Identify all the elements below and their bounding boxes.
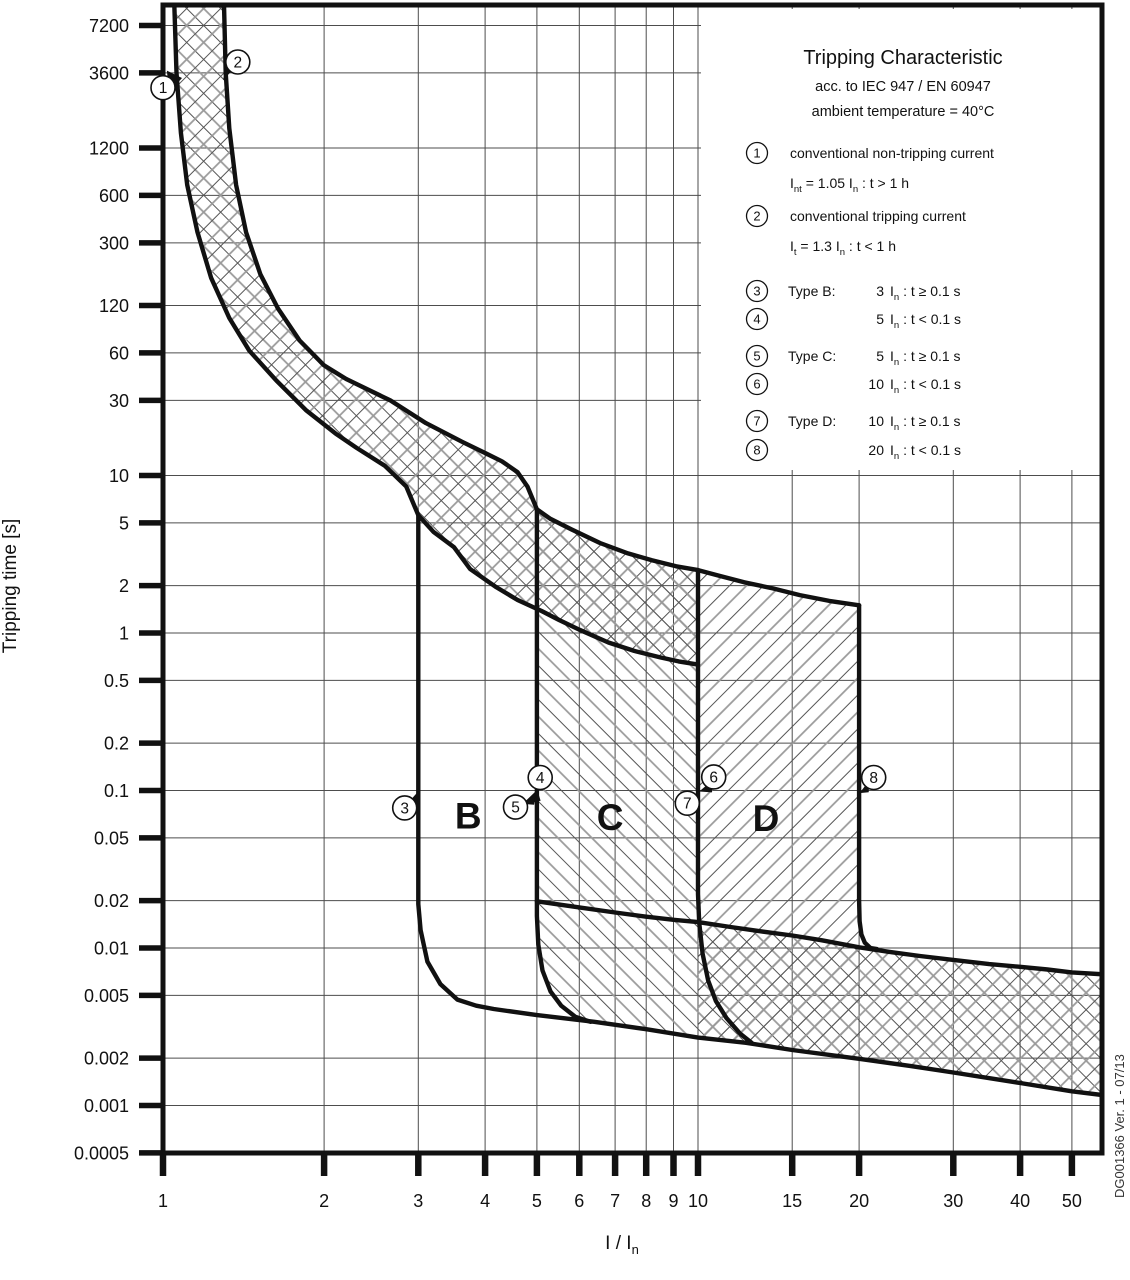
legend-type-label: Type D: [788,413,837,429]
y-tick-label: 3600 [88,63,129,84]
legend-type-cond: $I_n$ : t ≥ 0.1 s [890,413,961,433]
y-tick-label: 7200 [88,16,129,36]
marker-number: 5 [511,799,520,817]
legend-type-mult: 5 [876,348,884,364]
legend-item-number: 5 [753,348,761,364]
chart-subtitle-standard: acc. to IEC 947 / EN 60947 [815,79,991,95]
chart-dynamic-content [74,4,1104,1257]
y-tick-label: 0.1 [103,781,129,801]
legend-type-cond: $I_n$ : t ≥ 0.1 s [890,348,961,368]
chart-subtitle-temperature: ambient temperature = 40°C [811,104,995,120]
y-tick-label: 0.02 [93,891,129,912]
y-tick-label: 30 [108,390,129,411]
legend-type-cond: $I_n$ : t < 0.1 s [890,311,962,331]
x-tick-label: 7 [610,1191,621,1211]
legend-type-mult: 3 [876,283,884,299]
legend-item-number: 4 [753,311,761,327]
region-label-d: D [752,797,780,839]
legend-formula: $I_{nt} = 1.05$ $I_n$ : t > 1 h [790,175,910,195]
y-tick-label: 300 [98,233,129,254]
legend-item-number: 1 [753,145,761,161]
legend-note-text: conventional tripping current [790,208,966,224]
region-label-b: B [454,795,482,837]
legend-type-mult: 10 [868,413,884,429]
marker-number: 4 [535,770,545,787]
legend-item-number: 2 [753,208,761,224]
legend-note-text: conventional non-tripping current [790,145,994,161]
marker-number: 1 [158,80,168,98]
marker-number: 8 [869,770,879,787]
legend-type-mult: 5 [876,311,884,327]
legend-type-label: Type B: [788,283,836,299]
legend-item-number: 6 [753,376,761,392]
legend-type-cond: $I_n$ : t < 0.1 s [890,376,962,396]
y-tick-label: 60 [108,343,129,364]
marker-number: 6 [709,769,719,787]
y-tick-label: 10 [108,466,129,486]
x-tick-label: 20 [849,1191,870,1211]
y-tick-label: 0.0005 [73,1143,129,1164]
x-tick-label: 1 [157,1191,169,1211]
x-tick-label: 4 [480,1191,491,1211]
x-tick-label: 10 [687,1191,709,1211]
legend-item-number: 7 [753,413,761,429]
legend-type-mult: 20 [868,442,884,458]
x-tick-label: 15 [782,1191,803,1211]
plot-marker-7 [675,791,699,815]
y-tick-label: 0.005 [83,985,129,1006]
y-tick-label: 5 [118,513,129,534]
chart-title: Tripping Characteristic [803,47,1003,69]
legend-formula: $I_t = 1.3$ $I_n$ : t < 1 h [790,238,897,258]
y-tick-label: 0.05 [93,828,129,849]
plot-marker-8 [860,766,886,794]
y-tick-label: 1 [118,623,129,644]
legend-item-number: 3 [753,283,761,299]
y-axis-label: Tripping time [s] [0,518,21,654]
x-tick-label: 40 [1010,1191,1031,1211]
y-tick-label: 0.001 [83,1096,129,1116]
region-label-c: C [596,796,624,838]
y-tick-label: 600 [98,185,129,206]
y-tick-label: 2 [118,576,129,597]
plot-marker-3 [393,791,419,820]
y-tick-label: 0.2 [103,733,129,754]
y-tick-label: 120 [98,296,129,316]
y-tick-label: 1200 [88,138,129,159]
y-tick-label: 0.5 [103,670,129,691]
x-tick-label: 3 [413,1191,424,1211]
x-axis-label: I / $I_n$ [605,1233,639,1257]
x-tick-label: 2 [319,1191,330,1211]
legend-type-mult: 10 [868,376,884,392]
plot-marker-5 [504,791,537,819]
marker-number: 3 [400,800,410,818]
x-tick-label: 30 [943,1191,964,1211]
y-tick-label: 0.01 [93,938,129,959]
marker-number: 7 [682,795,692,813]
x-tick-label: 5 [531,1191,542,1211]
legend-type-cond: $I_n$ : t ≥ 0.1 s [890,283,961,303]
watermark: DG001366 Ver. 1 - 07/13 [1112,1054,1127,1198]
y-tick-label: 0.002 [83,1048,129,1069]
x-tick-label: 9 [668,1191,679,1211]
x-tick-label: 50 [1061,1191,1082,1211]
legend-type-label: Type C: [788,348,837,364]
legend-type-cond: $I_n$ : t < 0.1 s [890,442,962,462]
x-tick-label: 6 [574,1191,585,1211]
legend-item-number: 8 [753,442,761,458]
marker-number: 2 [233,54,243,72]
hatch-region-c [537,509,698,1037]
x-tick-label: 8 [641,1191,652,1211]
